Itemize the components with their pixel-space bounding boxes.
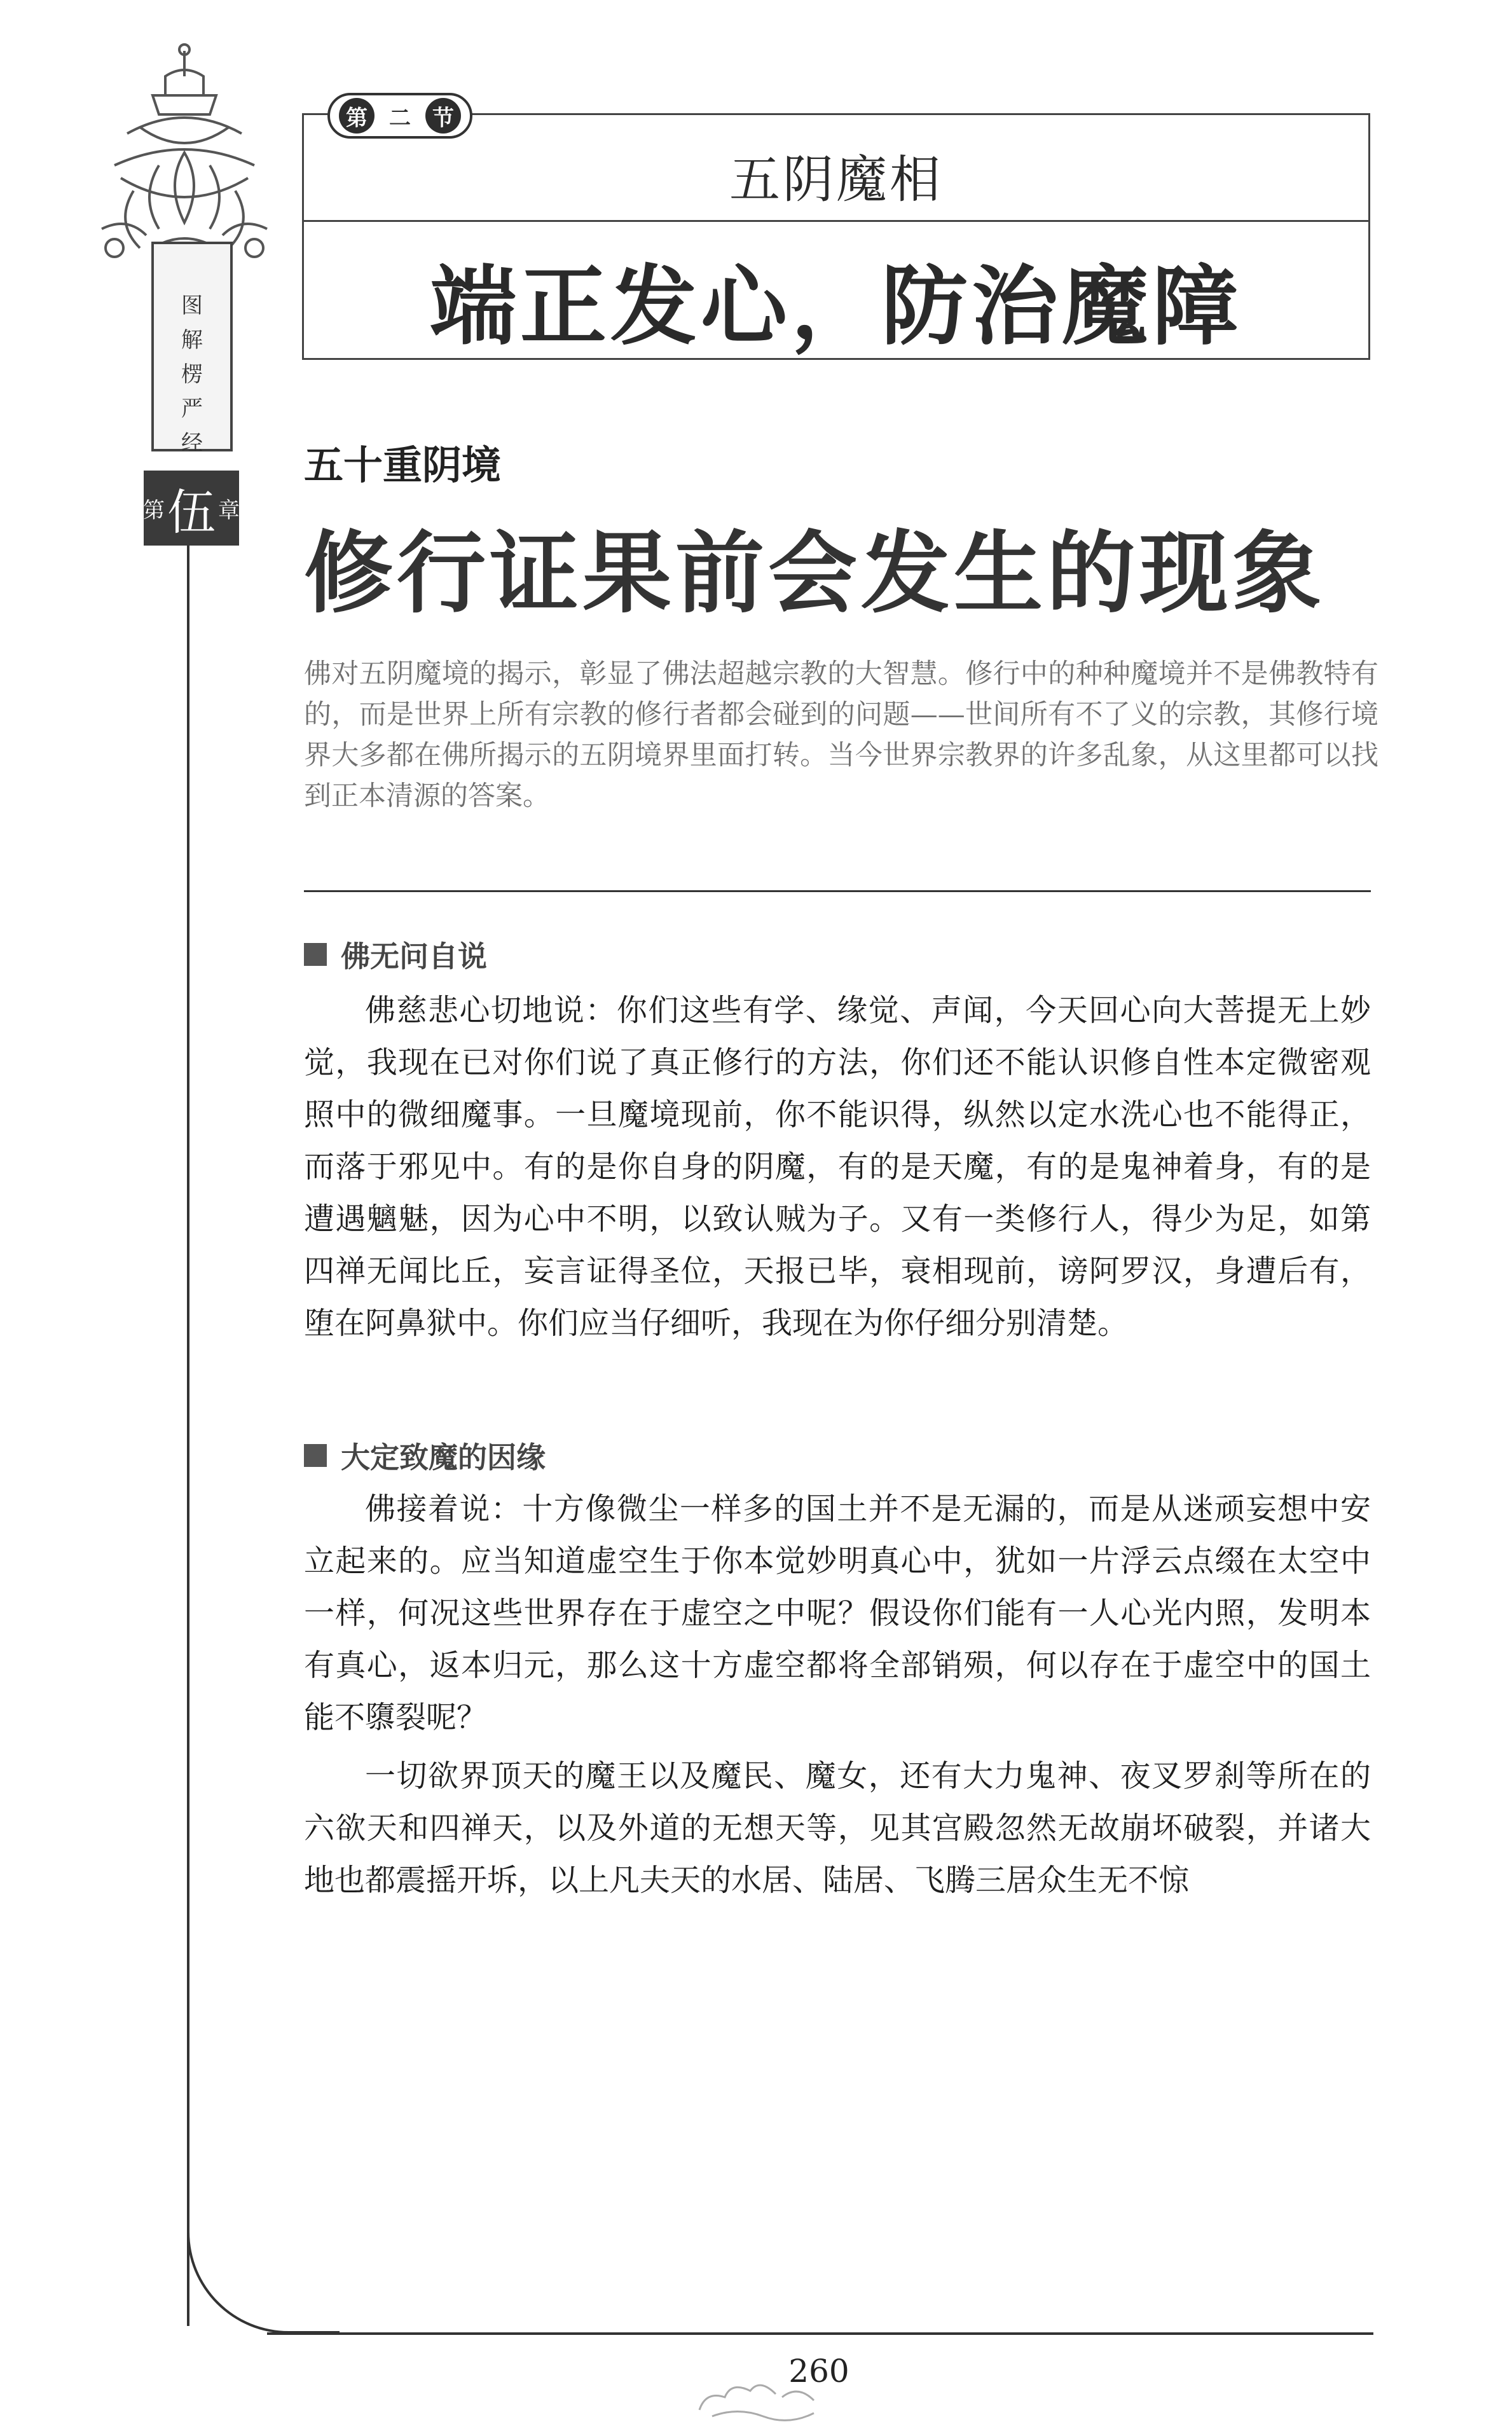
section-label-char: 二 — [382, 98, 418, 134]
chapter-prefix: 第 — [143, 497, 165, 523]
left-frame-line — [187, 546, 189, 2326]
intro-paragraph: 佛对五阴魔境的揭示，彰显了佛法超越宗教的大智慧。修行中的种种魔境并不是佛教特有的，而是世界上所有宗教的修行者都会碰到的问题——世间所有不了义的宗教，其修行境界大多都在佛所揭示的五阴境界里面打转。当今世界宗教界的许多乱象，从这里都可以找到正本清源的答案。 — [304, 658, 1378, 812]
section-label-pill — [327, 93, 472, 139]
section-label-char: 第 — [339, 98, 375, 134]
section-subtitle: 五阴魔相 — [729, 150, 943, 209]
body-paragraph: 一切欲界顶天的魔王以及魔民、魔女，还有大力鬼神、夜叉罗刹等所在的六欲天和四禅天，以及外道的无想天等，见其宫殿忽然无故崩坏破裂，并诸大地也都震摇开坼，以上凡夫天的水居、陆居、飞腾三居众生无不惊 — [304, 1758, 1371, 1898]
section-label-char: 节 — [425, 98, 461, 134]
bottom-frame-curve — [187, 2213, 340, 2334]
chapter-number: 伍 — [167, 483, 216, 540]
subsection-heading — [304, 933, 487, 975]
book-title-vertical — [154, 289, 230, 460]
bottom-frame-line — [267, 2332, 1373, 2335]
page-number: 260 — [788, 2353, 849, 2390]
main-heading: 修行证果前会发生的现象 — [304, 521, 1326, 626]
chapter-suffix: 章 — [218, 497, 240, 523]
body-paragraph: 佛慈悲心切地说：你们这些有学、缘觉、声闻，今天回心向大菩提无上妙觉，我现在已对你们说了真正修行的方法，你们还不能认识修自性本定微密观照中的微细魔事。一旦魔境现前，你不能识得，纵然以定水洗心也不能得正，而落于邪见中。有的是你自身的阴魔，有的是天魔，有的是鬼神着身，有的是遭遇魑魅，因为心中不明，以致认贼为子。又有一类修行人，得少为足，如第四禅无闻比丘，妄言证得圣位，天报已毕，衰相现前，谤阿罗汉，身遭后有，堕在阿鼻狱中。你们应当仔细听，我现在为你仔细分别清楚。 — [304, 993, 1371, 1341]
subsection-heading-text: 大定致魔的因缘 — [341, 1440, 546, 1475]
subsection-heading-text: 佛无问自说 — [341, 939, 487, 974]
book-title-char: 经 — [181, 430, 203, 456]
body-paragraph: 佛接着说：十方像微尘一样多的国土并不是无漏的，而是从迷顽妄想中安立起来的。应当知道虚空生于你本觉妙明真心中，犹如一片浮云点缀在太空中一样，何况这些世界存在于虚空之中呢？假设你们能有一人心光内照，发明本有真心，返本归元，那么这十方虚空都将全部销殒，何以存在于虚空中的国土能不隳裂呢？ — [304, 1491, 1371, 1735]
heading-kicker: 五十重阴境 — [304, 442, 502, 488]
square-bullet-icon — [304, 1444, 327, 1467]
horizontal-rule — [304, 890, 1371, 892]
book-title-char: 严 — [181, 396, 203, 422]
book-title-char: 楞 — [181, 362, 203, 387]
book-title-char: 解 — [181, 327, 203, 353]
side-book-label — [151, 242, 233, 456]
book-title-char: 图 — [181, 293, 203, 319]
chapter-badge — [144, 471, 239, 546]
subsection-heading — [304, 1435, 546, 1476]
cloud-ornament-icon — [687, 2372, 852, 2429]
square-bullet-icon — [304, 943, 327, 966]
section-header-divider — [302, 220, 1370, 222]
section-title: 端正发心，防治魔障 — [430, 256, 1242, 357]
